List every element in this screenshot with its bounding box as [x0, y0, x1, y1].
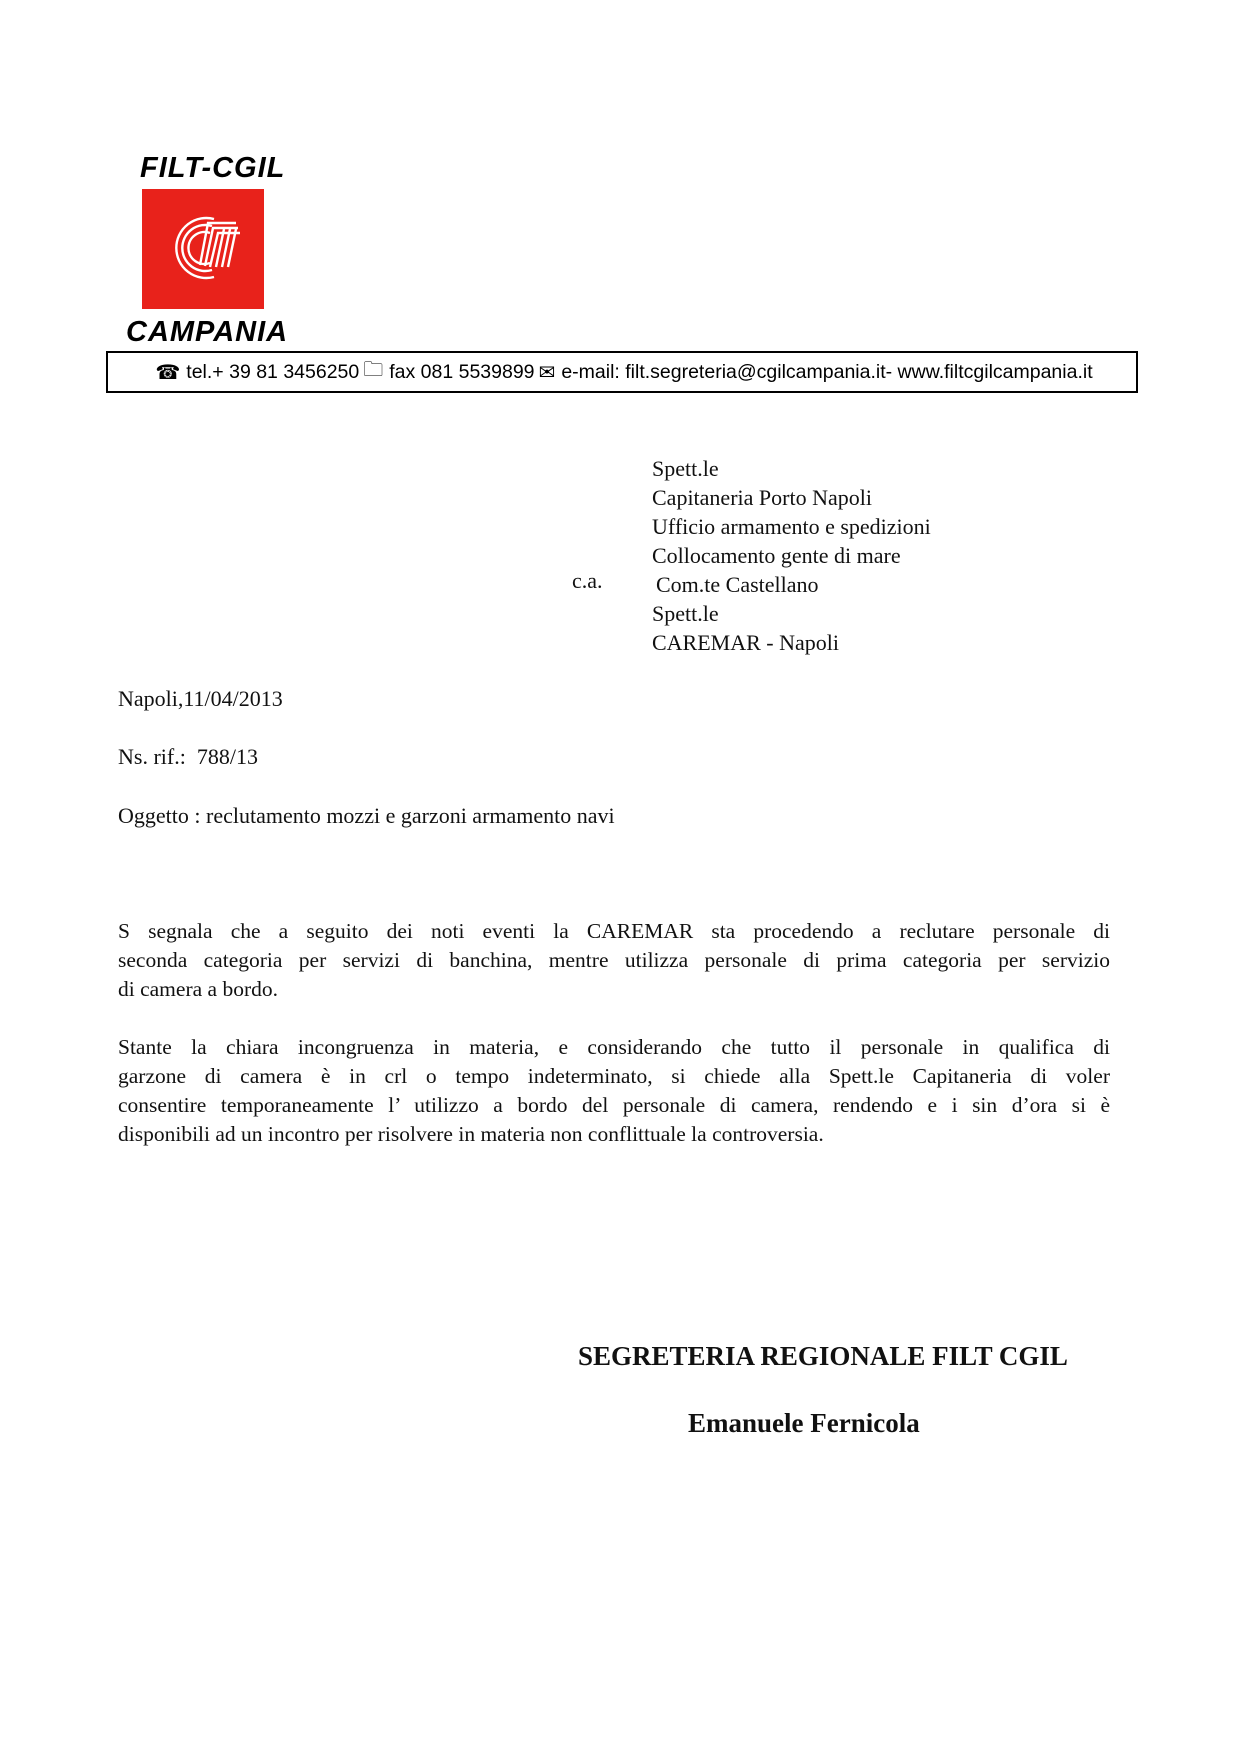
recipient-line-4: Collocamento gente di mare — [652, 543, 901, 568]
signature-organization: SEGRETERIA REGIONALE FILT CGIL — [578, 1341, 1068, 1371]
reference-number: Ns. rif.: 788/13 — [118, 744, 258, 769]
recipient-line-5: Com.te Castellano — [656, 572, 819, 597]
ca-label: c.a. — [572, 568, 603, 593]
paragraph-2-line: Stante la chiara incongruenza in materia, e considerando che tutto il personale in qualifica di — [118, 1035, 1110, 1059]
filt-logo — [142, 189, 264, 309]
contact-bar — [106, 351, 1138, 393]
recipient-line-3: Ufficio armamento e spedizioni — [652, 514, 931, 539]
subject-line: Oggetto : reclutamento mozzi e garzoni armamento navi — [118, 803, 615, 828]
body-paragraph-2 — [118, 1033, 1110, 1149]
phone-number: tel.+ 39 81 3456250 — [186, 360, 360, 383]
signature-name: Emanuele Fernicola — [688, 1408, 920, 1438]
recipient-line-1: Spett.le — [652, 456, 719, 481]
org-name-top: FILT-CGIL — [140, 152, 286, 184]
recipient-line-6: Spett.le — [652, 601, 719, 626]
filt-logo-icon — [142, 189, 264, 309]
recipient-line-7: CAREMAR - Napoli — [652, 630, 839, 655]
paragraph-2-line: disponibili ad un incontro per risolvere in materia non conflittuale la controversia. — [118, 1122, 824, 1146]
paragraph-2-line: consentire temporaneamente l’ utilizzo a bordo del personale di camera, rendendo e i sin d’ora si è — [118, 1093, 1110, 1117]
place-date: Napoli,11/04/2013 — [118, 686, 283, 711]
paragraph-1-line: di camera a bordo. — [118, 977, 278, 1001]
telephone-icon: ☎ — [155, 361, 181, 384]
fax-number: fax 081 5539899 — [389, 360, 535, 383]
folder-icon: 🗀 — [363, 359, 384, 381]
paragraph-1-line: seconda categoria per servizi di banchina, mentre utilizza personale di prima categoria per servizio — [118, 948, 1110, 972]
recipient-line-2: Capitaneria Porto Napoli — [652, 485, 872, 510]
email-and-website: e-mail: filt.segreteria@cgilcampania.it- www.filtcgilcampania.it — [561, 360, 1093, 383]
paragraph-1-line: S segnala che a seguito dei noti eventi la CAREMAR sta procedendo a reclutare personale di — [118, 919, 1110, 943]
org-name-bottom: CAMPANIA — [126, 316, 289, 348]
body-paragraph-1 — [118, 917, 1110, 1004]
paragraph-2-line: garzone di camera è in crl o tempo indeterminato, si chiede alla Spett.le Capitaneria di voler — [118, 1064, 1110, 1088]
envelope-icon: ✉ — [538, 361, 556, 384]
